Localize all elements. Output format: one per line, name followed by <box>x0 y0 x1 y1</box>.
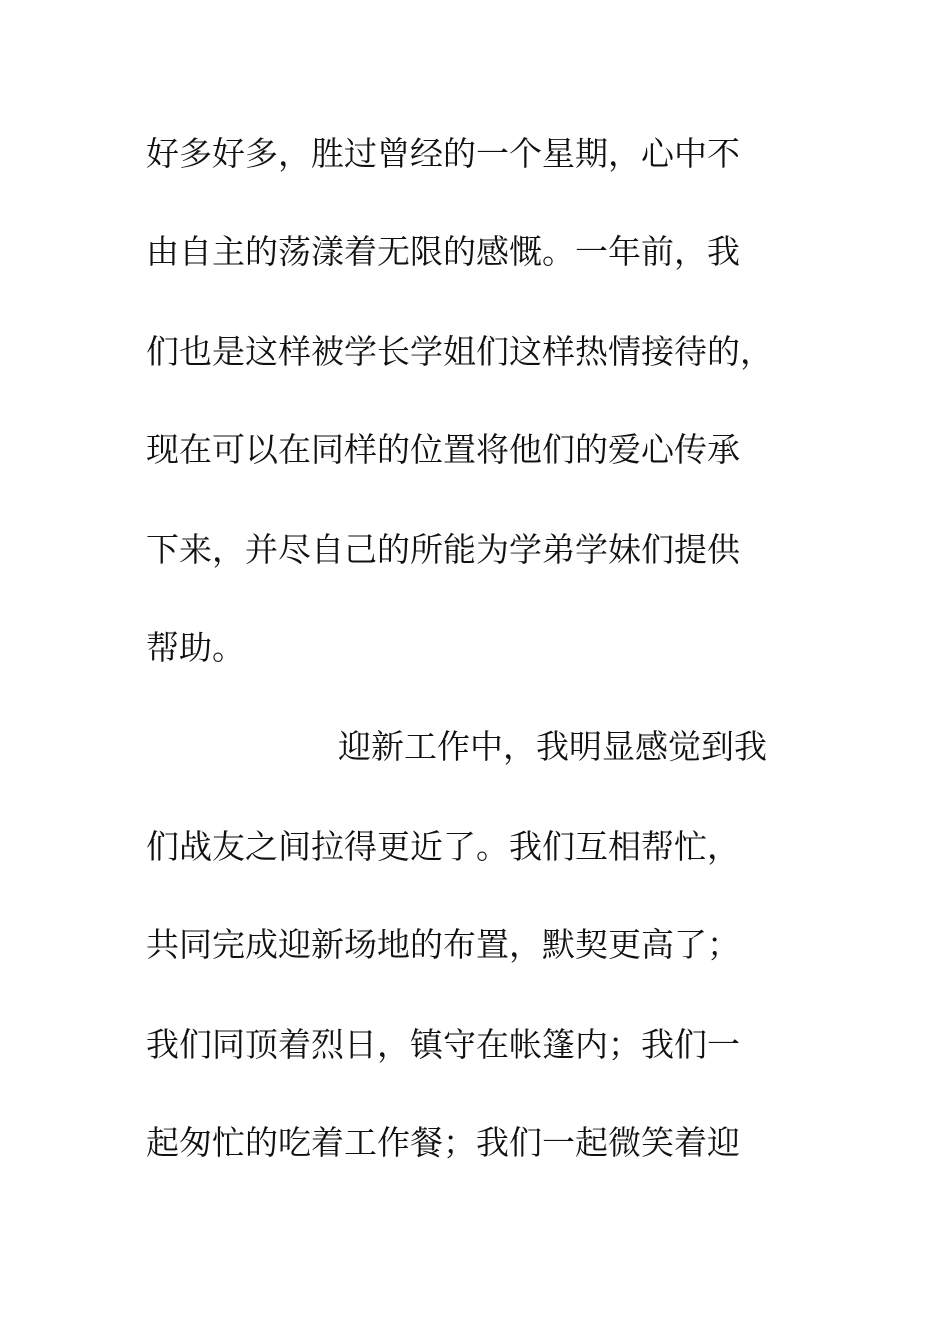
text-line: 共同完成迎新场地的布置，默契更高了； <box>146 925 740 964</box>
text-line: 帮助。 <box>146 628 245 667</box>
text-line: 我们同顶着烈日，镇守在帐篷内；我们一 <box>146 1025 740 1064</box>
text-line: 现在可以在同样的位置将他们的爱心传承 <box>146 430 740 469</box>
paragraph-first-line: 迎新工作中，我明显感觉到我 <box>338 727 767 766</box>
text-line: 下来，并尽自己的所能为学弟学妹们提供 <box>146 530 740 569</box>
text-line: 们也是这样被学长学姐们这样热情接待的， <box>146 332 773 371</box>
text-line: 由自主的荡漾着无限的感慨。一年前，我 <box>146 232 740 271</box>
text-line: 起匆忙的吃着工作餐；我们一起微笑着迎 <box>146 1123 740 1162</box>
text-line: 们战友之间拉得更近了。我们互相帮忙， <box>146 827 740 866</box>
text-line: 好多好多，胜过曾经的一个星期，心中不 <box>146 134 740 173</box>
